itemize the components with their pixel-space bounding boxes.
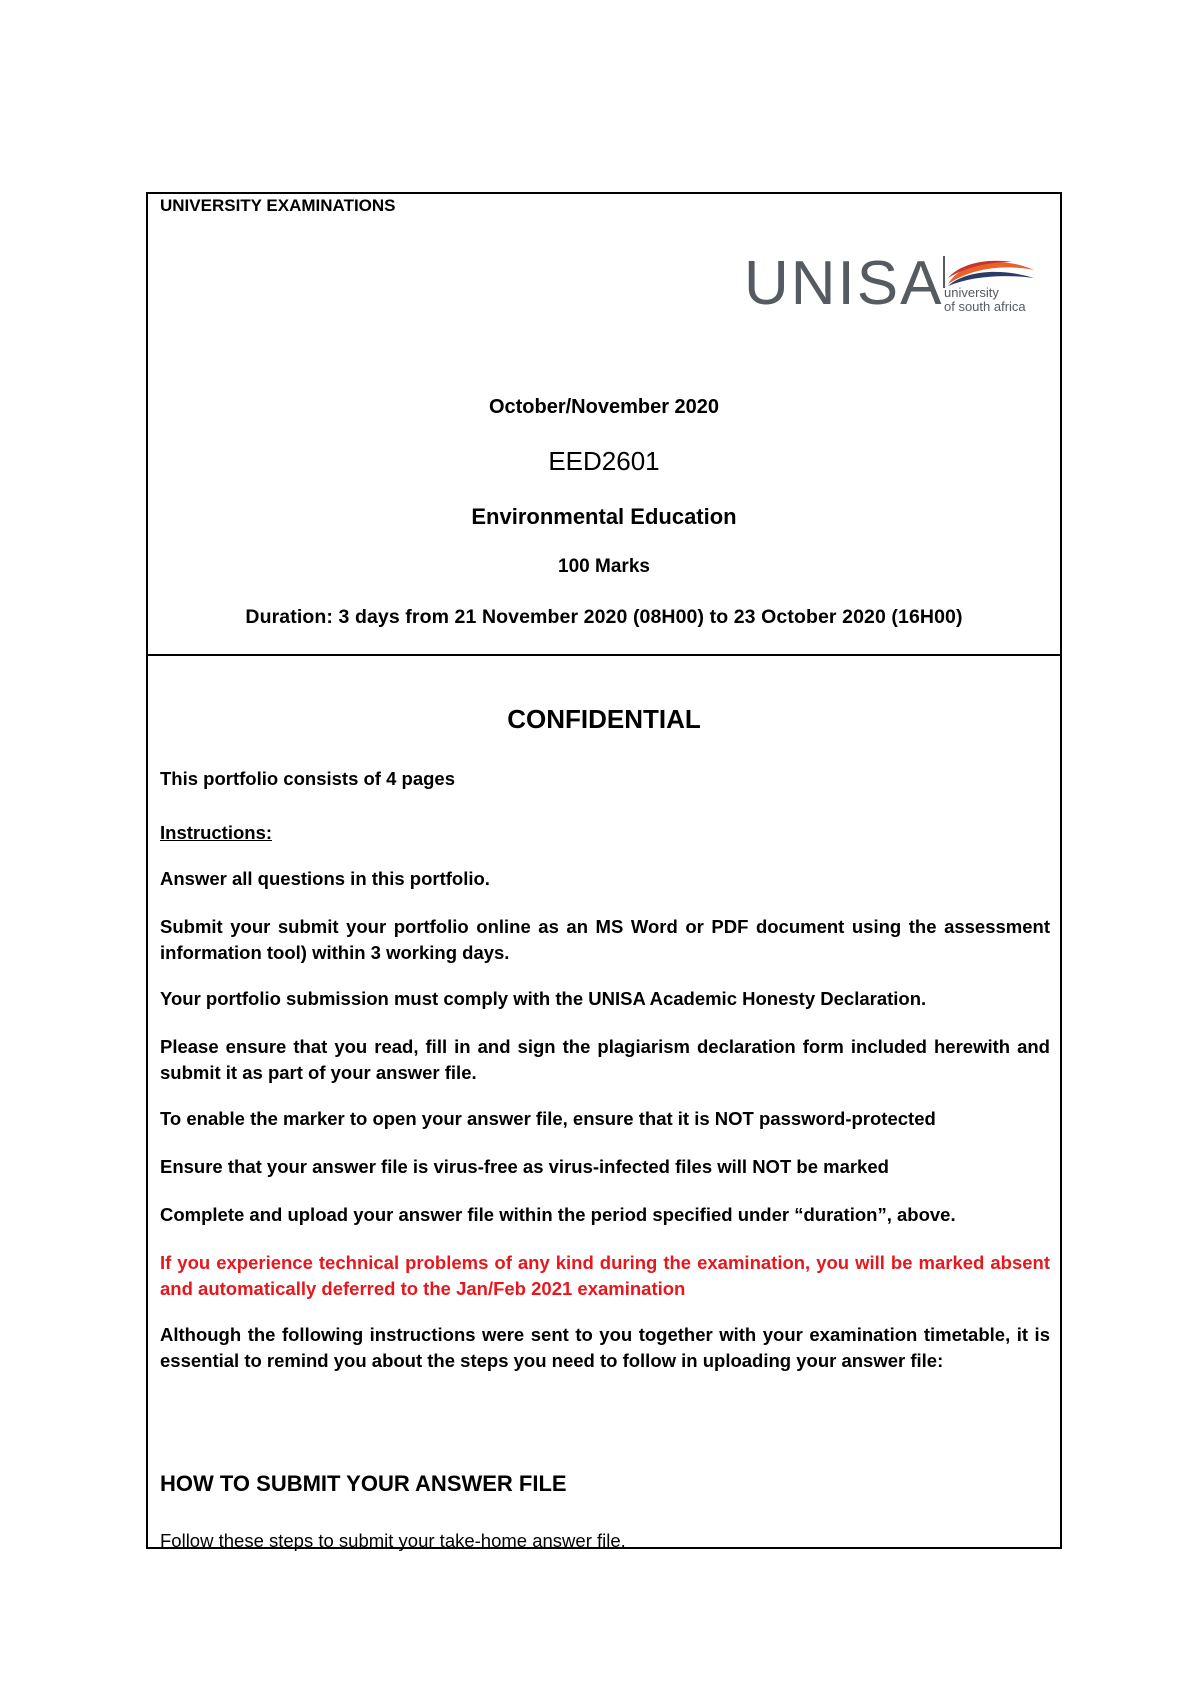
instruction-item: Your portfolio submission must comply with the UNISA Academic Honesty Declaration. [160, 988, 927, 1009]
unisa-logo [744, 249, 1044, 322]
exam-cover-frame [146, 192, 1062, 1549]
warning-text: If you experience technical problems of any kind during the examination, you will be marked absent and automatically deferred to the Jan/Feb 2021 examination [160, 1252, 1050, 1299]
follow-steps-text: Follow these steps to submit your take-home answer file. [160, 1530, 626, 1551]
instruction-item: Submit your submit your portfolio online as an MS Word or PDF document using the assessment information tool) within 3 working days. [160, 916, 1050, 963]
instruction-item: Complete and upload your answer file within the period specified under “duration”, above. [160, 1204, 956, 1225]
section-title: HOW TO SUBMIT YOUR ANSWER FILE [160, 1471, 567, 1496]
logo-tagline [944, 286, 1026, 314]
section-divider [148, 654, 1060, 656]
exam-duration: Duration: 3 days from 21 November 2020 (08H00) to 23 October 2020 (16H00) [245, 606, 963, 628]
total-marks: 100 Marks [558, 556, 650, 577]
logo-swoosh-icon [942, 254, 1038, 288]
reminder-text: Although the following instructions were sent to you together with your examination timetable, it is essential to remind you about the steps you need to follow in uploading your answer file: [160, 1324, 1050, 1371]
instructions-heading: Instructions: [160, 822, 273, 843]
confidential-heading: CONFIDENTIAL [507, 704, 701, 734]
logo-line-2: of south africa [944, 299, 1026, 314]
header-label: UNIVERSITY EXAMINATIONS [160, 196, 396, 215]
page-count: This portfolio consists of 4 pages [160, 768, 456, 789]
module-name: Environmental Education [471, 504, 737, 529]
logo-word: UNISA [744, 249, 944, 318]
instruction-item: Answer all questions in this portfolio. [160, 868, 490, 889]
instruction-item: Please ensure that you read, fill in and sign the plagiarism declaration form included herewith and submit it as part of your answer file. [160, 1036, 1050, 1083]
exam-date: October/November 2020 [488, 396, 720, 418]
instruction-item: Ensure that your answer file is virus-free as virus-infected files will NOT be marked [160, 1156, 889, 1177]
logo-line-1: university [944, 285, 999, 300]
instruction-item: To enable the marker to open your answer file, ensure that it is NOT password-protected [160, 1108, 936, 1129]
module-code: EED2601 [548, 446, 660, 476]
